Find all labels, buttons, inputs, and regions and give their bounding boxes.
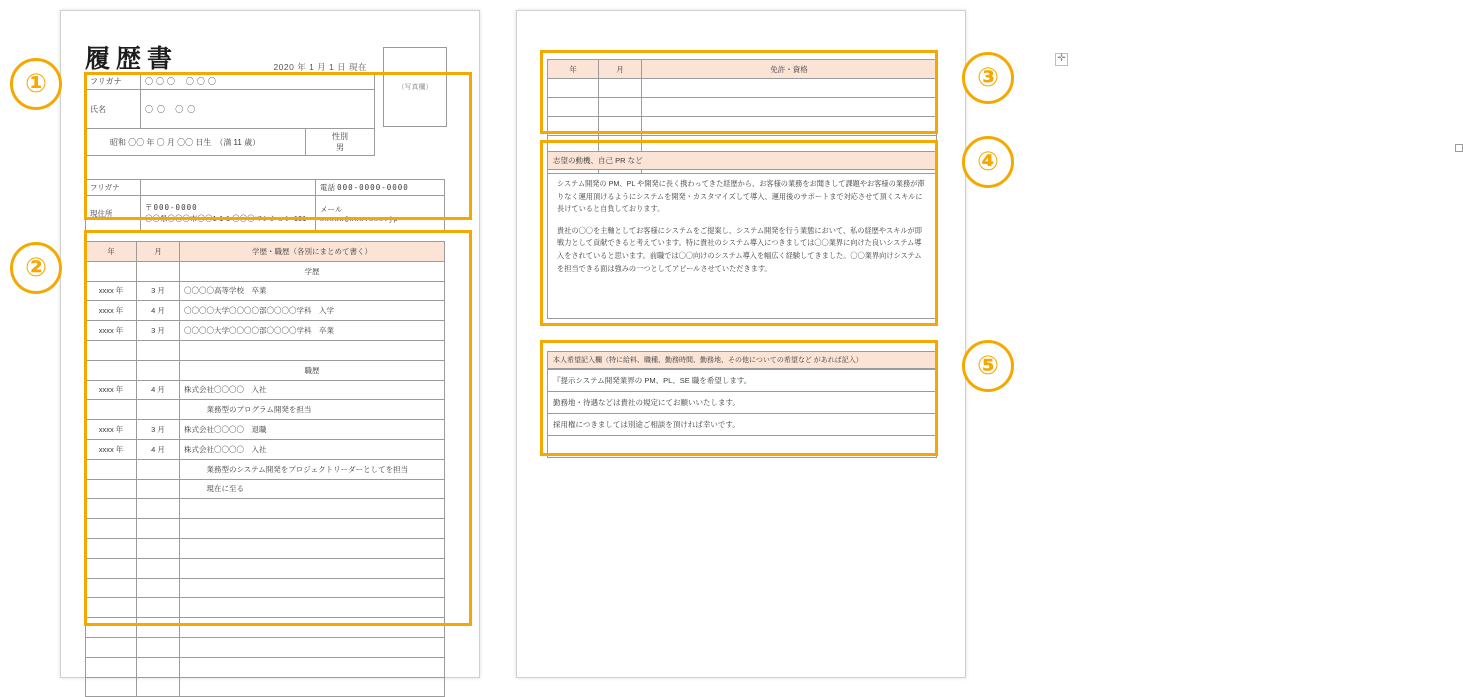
history-col-year: 年 bbox=[86, 242, 137, 262]
row-detail: 業務型のシステム開発をプロジェクトリーダーとしてを担当 bbox=[180, 459, 445, 479]
row-detail: 業務型のプログラム開発を担当 bbox=[180, 400, 445, 420]
row-month bbox=[137, 578, 180, 598]
row-month: 4 月 bbox=[137, 301, 180, 321]
row-month: 3 月 bbox=[137, 420, 180, 440]
row-year bbox=[86, 400, 137, 420]
row-detail bbox=[180, 637, 445, 657]
row-year bbox=[86, 459, 137, 479]
gender-label: 性別 bbox=[332, 132, 348, 141]
table-row bbox=[86, 578, 445, 598]
row-month bbox=[137, 657, 180, 677]
callout-1: ① bbox=[10, 58, 62, 110]
row-month bbox=[137, 637, 180, 657]
table-row bbox=[86, 499, 445, 519]
self-pr-paragraph: システム開発の PM、PL や開発に長く携わってきた経歴から、お客様の業務をお聞きして課題やお客様の業務が滞りなく運用頂けるようにシステムを開発・カスタマイズして導入、運用後のサポートまで対応させて頂くスキルに長けていると自負しております。 bbox=[557, 179, 925, 214]
row-year bbox=[86, 340, 137, 360]
row-year: xxxx 年 bbox=[86, 420, 137, 440]
personal-info-block bbox=[85, 73, 375, 156]
history-col-detail: 学歴・職歴（各別にまとめて書く） bbox=[180, 242, 445, 262]
row-detail bbox=[180, 340, 445, 360]
request-line bbox=[548, 436, 937, 458]
history-rows bbox=[86, 281, 445, 697]
row-year bbox=[86, 578, 137, 598]
row-month: 4 月 bbox=[137, 439, 180, 459]
page-title: 履歴書 bbox=[85, 44, 179, 73]
table-row bbox=[548, 436, 937, 458]
table-row bbox=[86, 301, 445, 321]
license-col-detail: 免許・資格 bbox=[642, 60, 937, 79]
table-row bbox=[86, 618, 445, 638]
table-row bbox=[86, 340, 445, 360]
table-row bbox=[548, 414, 937, 436]
row-year bbox=[86, 637, 137, 657]
row-month bbox=[599, 98, 642, 117]
mail-cell bbox=[316, 196, 445, 231]
row-year bbox=[86, 558, 137, 578]
request-line: 採用権につきましては別途ご相談を頂ければ幸いです。 bbox=[548, 414, 937, 436]
education-work-block bbox=[85, 241, 445, 697]
furigana-value: 〇〇〇 〇〇〇 bbox=[141, 74, 375, 90]
row-month: 3 月 bbox=[137, 281, 180, 301]
row-month: 3 月 bbox=[137, 321, 180, 341]
row-month: 4 月 bbox=[137, 380, 180, 400]
table-row bbox=[548, 79, 937, 98]
name-value: 〇〇 〇〇 bbox=[141, 90, 375, 129]
row-detail bbox=[180, 677, 445, 697]
row-month bbox=[137, 538, 180, 558]
tel-label: 電話 bbox=[320, 183, 335, 192]
row-detail bbox=[180, 618, 445, 638]
resume-page-right bbox=[516, 10, 1066, 678]
row-year: xxxx 年 bbox=[86, 321, 137, 341]
table-row bbox=[548, 117, 937, 136]
row-detail: 職歴 bbox=[180, 360, 445, 380]
table-row bbox=[86, 479, 445, 499]
table-row bbox=[548, 370, 937, 392]
row-year bbox=[548, 117, 599, 136]
table-row bbox=[86, 420, 445, 440]
row-detail bbox=[180, 538, 445, 558]
license-col-year: 年 bbox=[548, 60, 599, 79]
row-year bbox=[86, 618, 137, 638]
self-pr-heading: 志望の動機、自己 PR など bbox=[547, 151, 937, 169]
row-month bbox=[137, 499, 180, 519]
table-row bbox=[86, 519, 445, 539]
callout-2: ② bbox=[10, 242, 62, 294]
table-row bbox=[86, 281, 445, 301]
resize-handle-icon[interactable] bbox=[1455, 144, 1463, 152]
gender-value: 男 bbox=[336, 143, 344, 152]
row-year bbox=[86, 538, 137, 558]
row-year: xxxx 年 bbox=[86, 281, 137, 301]
postal-code: 〒000-0000 bbox=[145, 203, 198, 212]
table-row bbox=[86, 321, 445, 341]
table-row bbox=[86, 637, 445, 657]
row-month bbox=[137, 519, 180, 539]
row-month bbox=[137, 479, 180, 499]
requests-block bbox=[547, 351, 937, 458]
request-line: 『提示システム開発業界の PM、PL、SE 職を希望します。 bbox=[548, 370, 937, 392]
row-detail: 〇〇〇〇大学〇〇〇〇部〇〇〇〇学科 卒業 bbox=[180, 321, 445, 341]
row-detail: 株式会社〇〇〇〇 入社 bbox=[180, 380, 445, 400]
license-col-month: 月 bbox=[599, 60, 642, 79]
self-pr-paragraph: 貴社の〇〇を主軸としてお客様にシステムをご提案し、システム開発を行う業態において、私の経歴やスキルが即戦力として貢献できると考えています。特に貴社のシステム導入につきましては〇〇業界に向けた良いシステム導入をされていると思います。前職では〇〇向けのシステム導入を幅広く経験してきました。〇〇業界向けシステムを担当できる面は強みの一つとしてアピールさせていただきます。 bbox=[557, 225, 922, 273]
table-row bbox=[86, 439, 445, 459]
callout-4: ④ bbox=[962, 136, 1014, 188]
row-month bbox=[137, 459, 180, 479]
row-year bbox=[86, 479, 137, 499]
gender-cell bbox=[306, 129, 375, 155]
address-furigana-label: フリガナ bbox=[86, 180, 141, 196]
mail-label: メール bbox=[320, 204, 343, 214]
row-month bbox=[137, 598, 180, 618]
row-month bbox=[137, 400, 180, 420]
row-detail: 株式会社〇〇〇〇 退職 bbox=[180, 420, 445, 440]
table-row bbox=[86, 380, 445, 400]
row-detail bbox=[180, 598, 445, 618]
row-year bbox=[548, 98, 599, 117]
history-col-month: 月 bbox=[137, 242, 180, 262]
table-row bbox=[86, 360, 445, 380]
row-month bbox=[599, 117, 642, 136]
address-label: 現住所 bbox=[86, 196, 141, 231]
row-year bbox=[86, 360, 137, 380]
row-detail: 現在に至る bbox=[180, 479, 445, 499]
furigana-label: フリガナ bbox=[86, 74, 141, 90]
row-detail: 〇〇〇〇高等学校 卒業 bbox=[180, 281, 445, 301]
mail-value: xxxxx@xxx.xxx.jp bbox=[320, 214, 399, 223]
row-month bbox=[137, 677, 180, 697]
table-row bbox=[86, 598, 445, 618]
table-row bbox=[86, 538, 445, 558]
row-year bbox=[86, 677, 137, 697]
table-row bbox=[86, 677, 445, 697]
row-detail bbox=[180, 499, 445, 519]
row-month bbox=[137, 340, 180, 360]
row-detail: 株式会社〇〇〇〇 入社 bbox=[180, 439, 445, 459]
row-month bbox=[137, 360, 180, 380]
tel-cell bbox=[316, 180, 445, 196]
row-month bbox=[137, 618, 180, 638]
row-detail bbox=[642, 79, 937, 98]
row-detail bbox=[180, 578, 445, 598]
row-month bbox=[137, 558, 180, 578]
address-contact-block bbox=[85, 179, 445, 231]
request-rows bbox=[548, 370, 937, 458]
row-detail bbox=[180, 657, 445, 677]
resume-page-left bbox=[60, 10, 480, 678]
row-year: xxxx 年 bbox=[86, 439, 137, 459]
request-line: 勤務地・待遇などは貴社の規定にてお願いいたします。 bbox=[548, 392, 937, 414]
birth-value: 昭和 〇〇 年 〇 月 〇〇 日生 （満 11 歳） bbox=[110, 137, 261, 147]
callout-5: ⑤ bbox=[962, 340, 1014, 392]
row-detail bbox=[642, 98, 937, 117]
self-pr-block bbox=[547, 151, 937, 319]
table-row bbox=[548, 98, 937, 117]
move-handle-icon[interactable]: ✛ bbox=[1055, 53, 1068, 66]
row-month bbox=[599, 79, 642, 98]
table-row bbox=[548, 392, 937, 414]
row-year: xxxx 年 bbox=[86, 301, 137, 321]
row-detail bbox=[180, 558, 445, 578]
row-year: xxxx 年 bbox=[86, 380, 137, 400]
row-detail bbox=[642, 117, 937, 136]
address-furigana-value bbox=[141, 180, 316, 196]
row-year bbox=[548, 79, 599, 98]
table-row bbox=[86, 558, 445, 578]
photo-placeholder: （写真欄） bbox=[383, 47, 447, 127]
address-value: 〇〇県〇〇〇市〇〇1-1-1 〇〇〇マンション 101 bbox=[145, 214, 307, 223]
row-year bbox=[86, 598, 137, 618]
self-pr-body bbox=[547, 169, 937, 319]
address-value-cell bbox=[141, 196, 316, 231]
resume-date: 2020 年 1 月 1 日 現在 bbox=[273, 62, 367, 72]
table-row bbox=[86, 400, 445, 420]
table-row bbox=[86, 459, 445, 479]
callout-3: ③ bbox=[962, 52, 1014, 104]
tel-value: 000-0000-0000 bbox=[337, 183, 409, 192]
row-detail: 〇〇〇〇大学〇〇〇〇部〇〇〇〇学科 入学 bbox=[180, 301, 445, 321]
table-row bbox=[86, 657, 445, 677]
row-detail bbox=[180, 519, 445, 539]
name-label: 氏名 bbox=[86, 90, 141, 129]
section-education: 学歴 bbox=[180, 261, 445, 281]
birth-row bbox=[86, 129, 375, 156]
row-year bbox=[86, 499, 137, 519]
requests-heading: 本人希望記入欄（特に給料、職種、勤務時間、勤務地、その他についての希望など があれば記入） bbox=[547, 351, 937, 369]
row-year bbox=[86, 519, 137, 539]
row-year bbox=[86, 657, 137, 677]
